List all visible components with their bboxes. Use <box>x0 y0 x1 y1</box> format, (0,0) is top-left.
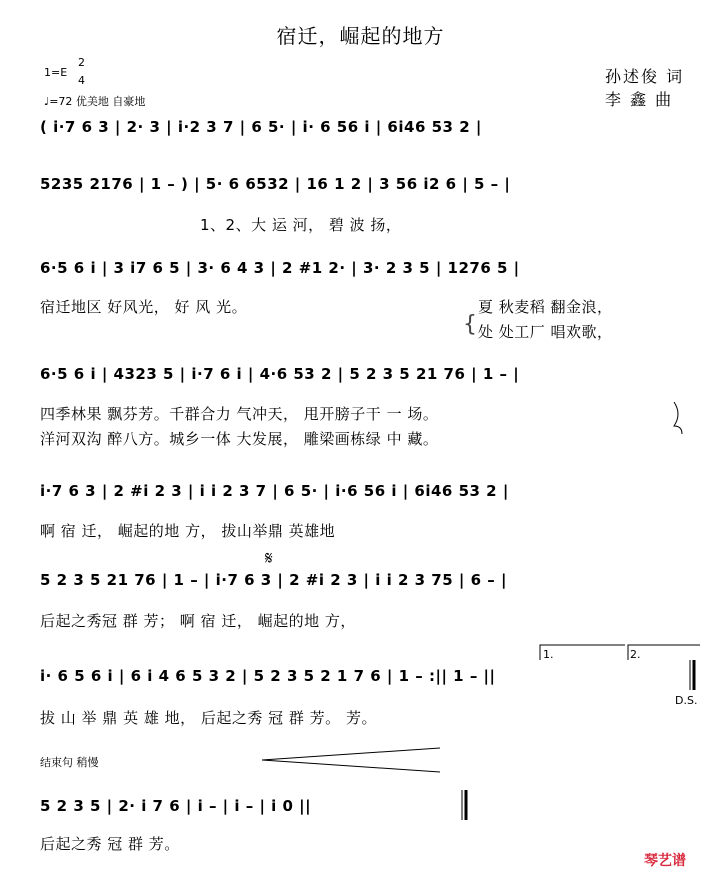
notation-line-2: 5235 2176 | 1 – ) | 5· 6 6532 | 16 1 2 | 3 56 i2 6 | 5 – | <box>40 175 511 193</box>
composer-credit: 李 鑫 曲 <box>605 90 674 109</box>
notation-line-8: 5 2 3 5 | 2· i 7 6 | i – | i – | i 0 || <box>40 797 312 815</box>
verse-text-lower: 处 处工厂 唱欢歌， <box>478 323 613 341</box>
lyric-line-7: 拔 山 举 鼎 英 雄 地， 后起之秀 冠 群 芳。 芳。 <box>40 709 377 727</box>
notation-line-6: 5 2 3 5 21 76 | 1 – | i·7 6 3 | 2 #i 2 3 | i i 2 3 75 | 6 – | <box>40 571 507 589</box>
hairpin-upper <box>262 748 440 760</box>
notation-line-1: ( i·7 6 3 | 2· 3 | i·2 3 7 | 6 5· | i· 6 56 i | 6i46 53 2 | <box>40 118 482 136</box>
first-ending-label: 1. <box>543 648 554 661</box>
tempo-marking: ♩=72 优美地 自豪地 <box>44 95 146 108</box>
coda-label: 结束句 稍慢 <box>40 756 99 769</box>
verse-brace-left: { <box>463 312 478 337</box>
watermark-logo: 琴艺谱 <box>644 853 686 869</box>
second-ending-label: 2. <box>630 648 641 661</box>
lyric-line-5: 啊 宿 迁， 崛起的地 方， 拔山举鼎 英雄地 <box>40 522 336 540</box>
notation-line-3: 6·5 6 i | 3 i7 6 5 | 3· 6 4 3 | 2 #1 2· | 3· 2 3 5 | 1276 5 | <box>40 259 520 277</box>
notation-line-7: i· 6 5 6 i | 6 i 4 6 5 3 2 | 5 2 3 5 2 1 7 6 | 1 – :|| 1 – || <box>40 667 496 685</box>
key-signature: 1=E <box>44 66 68 79</box>
time-signature-top: 2 <box>78 56 85 69</box>
verse-text-upper: 夏 秋麦稻 翻金浪， <box>478 298 613 316</box>
dal-segno-mark: D.S. <box>675 694 698 707</box>
lyric-line-8: 后起之秀 冠 群 芳。 <box>40 835 180 853</box>
lyric-line-4b: 洋河双沟 醉八方。城乡一体 大发展， 雕梁画栋绿 中 藏。 <box>40 430 439 448</box>
lyric-line-6: 后起之秀冠 群 芳； 啊 宿 迁， 崛起的地 方， <box>40 612 356 630</box>
hairpin-lower <box>262 760 440 772</box>
lyric-line-4a: 四季林果 飘芬芳。千群合力 气冲天， 甩开膀子干 一 场。 <box>40 405 439 423</box>
segno-sign: 𝄋 <box>265 548 274 569</box>
lyric-line-3: 宿迁地区 好风光， 好 风 光。 <box>40 298 248 316</box>
verse-brace-right <box>674 402 682 434</box>
time-signature-bottom: 4 <box>78 74 85 87</box>
page-title: 宿迁，崛起的地方 <box>276 24 445 48</box>
lyric-line-2: 1、2、大 运 河， 碧 波 扬， <box>200 216 402 234</box>
lyricist-credit: 孙述俊 词 <box>605 67 685 86</box>
notation-line-5: i·7 6 3 | 2 #i 2 3 | i i 2 3 7 | 6 5· | i·6 56 i | 6i46 53 2 | <box>40 482 509 500</box>
notation-line-4: 6·5 6 i | 4323 5 | i·7 6 i | 4·6 53 2 | 5 2 3 5 21 76 | 1 – | <box>40 365 520 383</box>
second-ending-bracket <box>628 645 700 660</box>
first-ending-bracket <box>540 645 625 660</box>
